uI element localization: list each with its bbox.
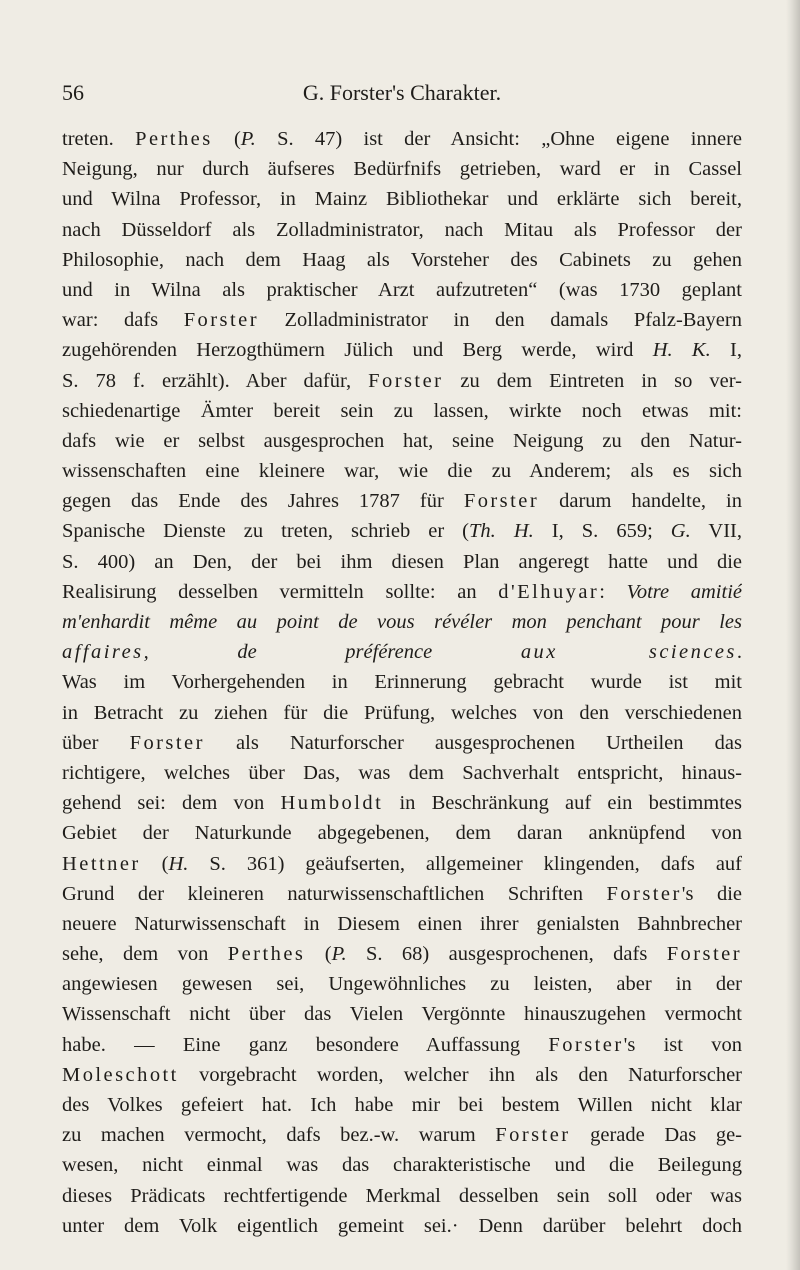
text-line [62, 486, 742, 516]
text-span: m'enhardit même au point de vous révéler mon penchant pour les [62, 611, 742, 633]
text-line [62, 698, 742, 728]
text-span: habe. — Eine ganz besondere Auffassung [62, 1033, 549, 1056]
running-title: G. Forster's Charakter. [302, 80, 502, 105]
text-span: préférence [345, 641, 433, 664]
text-span: angewiesen gewesen sei, Ungewöhnliches zu leisten, aber in der [62, 973, 742, 996]
text-span: : [599, 580, 627, 603]
text-span: gerade Das ge- [570, 1124, 742, 1147]
text-span: 's ist von [623, 1033, 742, 1056]
text-span: Realisirung desselben vermitteln sollte: an [62, 580, 499, 603]
text-span: I, [710, 339, 742, 362]
text-span: Forster [183, 309, 259, 332]
text-span: unter dem Volk eigentlich gemeint sei.· Denn darüber belehrt doch [62, 1214, 742, 1237]
text-line [62, 215, 742, 245]
text-line [62, 245, 742, 275]
text-span: Grund der kleineren naturwissenschaftlichen Schriften [62, 882, 607, 905]
text-line [62, 516, 742, 546]
text-span: Forster [463, 490, 540, 513]
text-span: Wissenschaft nicht über das Vielen Vergönnte hinauszugehen vermocht [62, 1003, 742, 1026]
text-span: S. 47) ist der Ansicht: „Ohne eigene innere [255, 128, 742, 150]
text-line [62, 577, 742, 607]
text-span: und Wilna Professor, in Mainz Bibliothekar und erklärte sich bereit, [62, 188, 742, 211]
text-line [62, 275, 742, 305]
text-span: Forster [548, 1033, 624, 1056]
text-span: Perthes [227, 943, 306, 966]
text-span: gehend sei: dem von [62, 792, 281, 815]
text-span: schiedenartige Ämter bereit sein zu lassen, wirkte noch etwas mit: [62, 399, 742, 422]
text-line [62, 124, 742, 154]
text-line [62, 184, 742, 214]
text-span: neuere Naturwissenschaft in Diesem einen ihrer genialsten Bahnbrecher [62, 912, 742, 935]
body-text [62, 124, 742, 1241]
text-span: wissenschaften eine kleinere war, wie die zu Anderem; als es sich [62, 460, 742, 483]
text-line [62, 637, 742, 667]
text-span: S. 361) geäufserten, allgemeiner klingenden, dafs auf [188, 852, 742, 875]
text-span: Forster [495, 1124, 571, 1147]
text-line [62, 909, 742, 939]
text-span: dafs wie er selbst ausgesprochen hat, seine Neigung zu den Natur- [62, 429, 742, 452]
text-span: in Betracht zu ziehen für die Prüfung, welches von den verschiedenen [62, 701, 742, 724]
text-span: Th. H. [469, 520, 534, 543]
text-span: als Naturforscher ausgesprochenen Urtheilen das [204, 731, 742, 754]
text-span: treten. [62, 128, 136, 150]
text-line [62, 939, 742, 969]
text-span: H. [168, 852, 189, 875]
text-span: sehe, dem von [62, 943, 228, 966]
text-line [62, 1150, 742, 1180]
text-span: Moleschott [62, 1063, 179, 1086]
text-span: wesen, nicht einmal was das charakteristische und die Beilegung [62, 1154, 742, 1177]
text-line [62, 788, 742, 818]
text-line [62, 1030, 742, 1060]
text-span: H. K. [652, 339, 711, 362]
text-span: . [736, 641, 742, 664]
text-line [62, 818, 742, 848]
text-line [62, 667, 742, 697]
text-span: Perthes [135, 128, 213, 150]
text-span: Hettner [62, 852, 141, 875]
text-line [62, 1120, 742, 1150]
text-line [62, 728, 742, 758]
text-span: 's die [681, 882, 742, 905]
text-span: richtigere, welches über Das, was dem Sachverhalt entspricht, hinaus- [62, 761, 742, 784]
text-span: Gebiet der Naturkunde abgegebenen, dem daran anknüpfend von [62, 822, 742, 845]
text-span: I, S. 659; [533, 520, 671, 543]
text-span: S. 68) ausgesprochenen, dafs [346, 943, 667, 966]
text-line [62, 1090, 742, 1120]
text-span: S. 78 f. erzählt). Aber dafür, [62, 369, 369, 392]
page-number: 56 [62, 80, 84, 105]
text-span: Humboldt [280, 792, 384, 815]
text-line [62, 999, 742, 1029]
text-line [62, 456, 742, 486]
text-span: Philosophie, nach dem Haag als Vorsteher des Cabinets zu gehen [62, 248, 742, 271]
text-span: war: dafs [62, 309, 184, 332]
text-line [62, 426, 742, 456]
text-span: darum handelte, in [539, 490, 742, 513]
text-line [62, 879, 742, 909]
text-span: in Beschränkung auf ein bestimmtes [383, 792, 742, 815]
text-span: Zolladministrator in den damals Pfalz-Bayern [258, 309, 742, 332]
text-span: S. 400) an Den, der bei ihm diesen Plan angeregt hatte und die [62, 550, 742, 573]
text-span: dieses Prädicats rechtfertigende Merkmal desselben sein soll oder was [62, 1184, 742, 1207]
text-span: Spanische Dienste zu treten, schrieb er ( [62, 520, 470, 543]
text-span: Forster [129, 731, 205, 754]
text-span: Neigung, nur durch äufseres Bedürfnifs getrieben, ward er in Cassel [62, 158, 742, 181]
text-span: und in Wilna als praktischer Arzt aufzutreten“ (was 1730 geplant [62, 278, 742, 301]
text-span: ( [305, 943, 332, 966]
text-line [62, 607, 742, 637]
text-span: zu machen vermocht, dafs bez.-w. warum [62, 1124, 496, 1147]
text-span: über [62, 731, 130, 754]
text-line [62, 758, 742, 788]
text-span: affaires [62, 641, 144, 664]
text-span: des Volkes gefeiert hat. Ich habe mir bei bestem Willen nicht klar [62, 1094, 742, 1116]
text-line [62, 547, 742, 577]
text-span: Was im Vorhergehenden in Erinnerung gebracht wurde ist mit [62, 671, 742, 694]
text-line [62, 1211, 742, 1241]
text-span: vorgebracht worden, welcher ihn als den Naturforscher [178, 1063, 742, 1086]
text-span [432, 641, 521, 663]
text-span: d'Elhuyar [498, 580, 600, 603]
text-span: zugehörenden Herzogthümern Jülich und Berg werde, wird [62, 339, 653, 362]
text-line [62, 849, 742, 879]
text-span: Forster [368, 369, 444, 392]
text-span: Votre amitié [626, 580, 742, 603]
text-line [62, 366, 742, 396]
text-line [62, 1060, 742, 1090]
text-span: G. [670, 520, 691, 543]
text-line [62, 335, 742, 365]
text-line [62, 305, 742, 335]
text-span: P. [240, 128, 256, 150]
text-span: zu dem Eintreten in so ver- [443, 369, 742, 392]
text-span: Forster [606, 882, 682, 905]
text-span: VII, [690, 520, 742, 543]
page-header [62, 80, 742, 110]
text-span: gegen das Ende des Jahres 1787 für [62, 490, 464, 513]
text-span: aux sciences [520, 641, 737, 664]
text-line [62, 154, 742, 184]
text-line [62, 1181, 742, 1211]
text-span: ( [212, 128, 241, 150]
text-span: Forster [666, 943, 742, 966]
page-edge-shadow [786, 0, 800, 1270]
text-span: ( [140, 852, 169, 875]
text-span: P. [331, 943, 347, 966]
text-span: , de [143, 641, 346, 664]
text-span: nach Düsseldorf als Zolladministrator, nach Mitau als Professor der [62, 218, 742, 241]
text-line [62, 969, 742, 999]
text-line [62, 396, 742, 426]
